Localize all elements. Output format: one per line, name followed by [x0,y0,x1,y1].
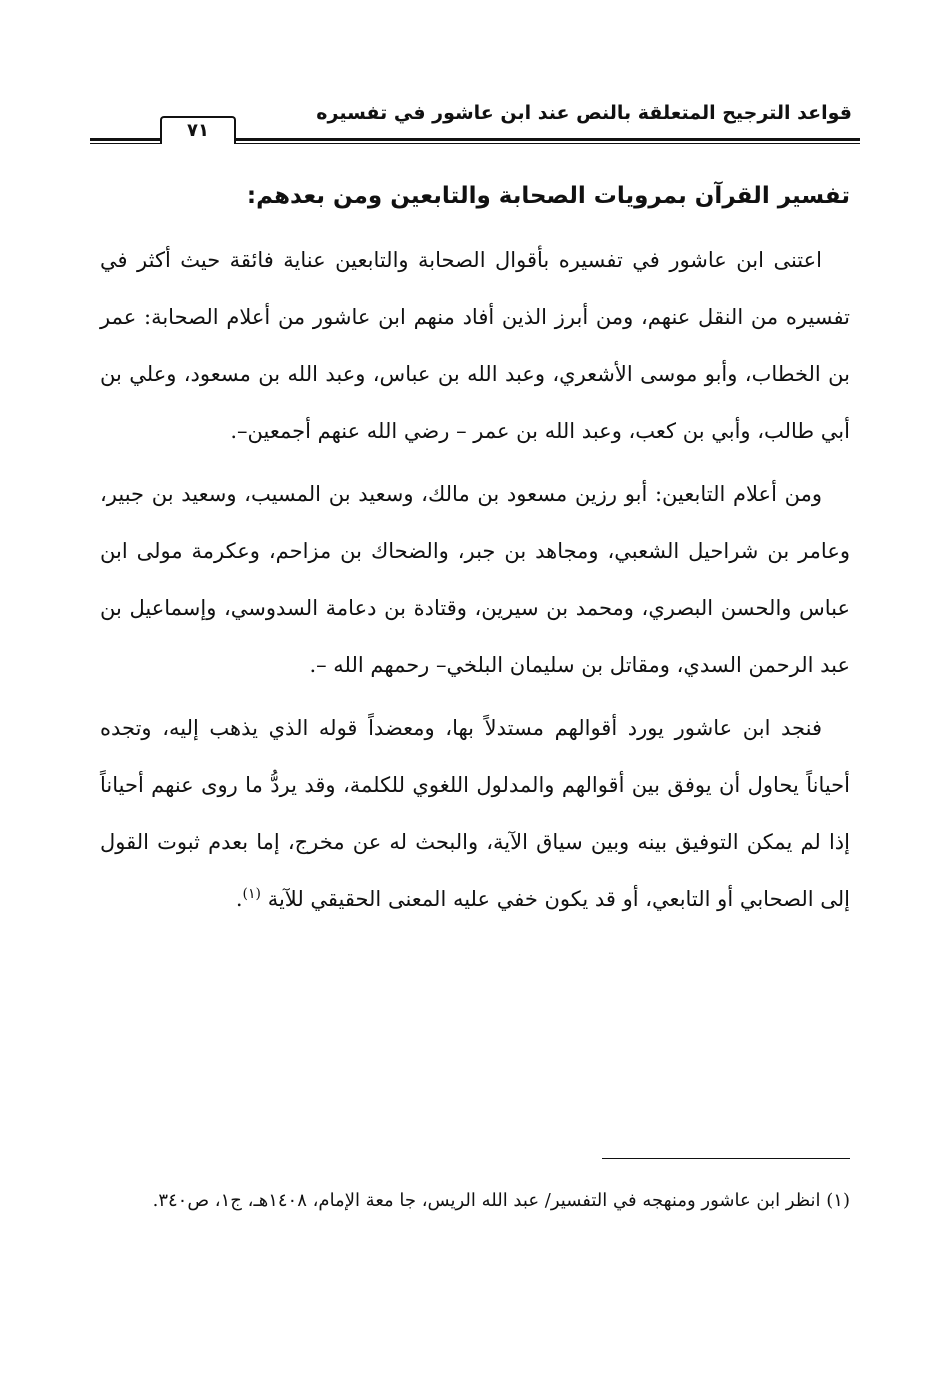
paragraph-1: اعتنى ابن عاشور في تفسيره بأقوال الصحابة والتابعين عناية فائقة حيث أكثر في تفسيره من النقل عنهم، ومن أبرز الذين أفاد منهم ابن عاشور من أعلام الصحابة: عمر بن الخطاب، وأبو موسى الأشعري، وعبد الله بن عباس، وعبد الله بن مسعود، وعلي بن أبي طالب، وأبي بن كعب، وعبد الله بن عمر – رضي الله عنهم أجمعين–. [100,248,850,443]
paragraph-3-text: فنجد ابن عاشور يورد أقوالهم مستدلاً بها، ومعضداً قوله الذي يذهب إليه، وتجده أحياناً يحاول أن يوفق بين أقوالهم والمدلول اللغوي للكلمة، وقد يردُّ ما روى عنهم أحياناً إذا لم يمكن التوفيق بينه وبين سياق الآية، والبحث له عن مخرج، إما بعدم ثبوت القول إلى الصحابي أو التابعي، أو قد يكون خفي عليه المعنى الحقيقي للآية [100,716,850,911]
page-number: ٧١ [160,116,236,144]
section-heading: تفسير القرآن بمرويات الصحابة والتابعين ومن بعدهم: [246,183,850,209]
paragraph-3-end: . [235,887,243,911]
running-header-title: قواعد الترجيح المتعلقة بالنص عند ابن عاشور في تفسيره [316,102,852,124]
footnote-reference[interactable]: (١) [242,886,261,902]
page-body [100,178,850,934]
running-header [90,96,860,156]
footnote-1: (١) انظر ابن عاشور ومنهجه في التفسير/ عبد الله الريس، جا معة الإمام، ١٤٠٨هـ، ج١، ص٣٤٠. [152,1190,850,1211]
paragraph-3 [100,700,850,928]
paragraph-2: ومن أعلام التابعين: أبو رزين مسعود بن مالك، وسعيد بن المسيب، وسعيد بن جبير، وعامر بن شراحيل الشعبي، ومجاهد بن جبر، والضحاك بن مزاحم، وعكرمة مولى ابن عباس والحسن البصري، ومحمد بن سيرين، وقتادة بن دعامة السدوسي، وإسماعيل بن عبد الرحمن السدي، ومقاتل بن سليمان البلخي– رحمهم الله –. [100,482,850,677]
footnote-separator [602,1158,850,1159]
